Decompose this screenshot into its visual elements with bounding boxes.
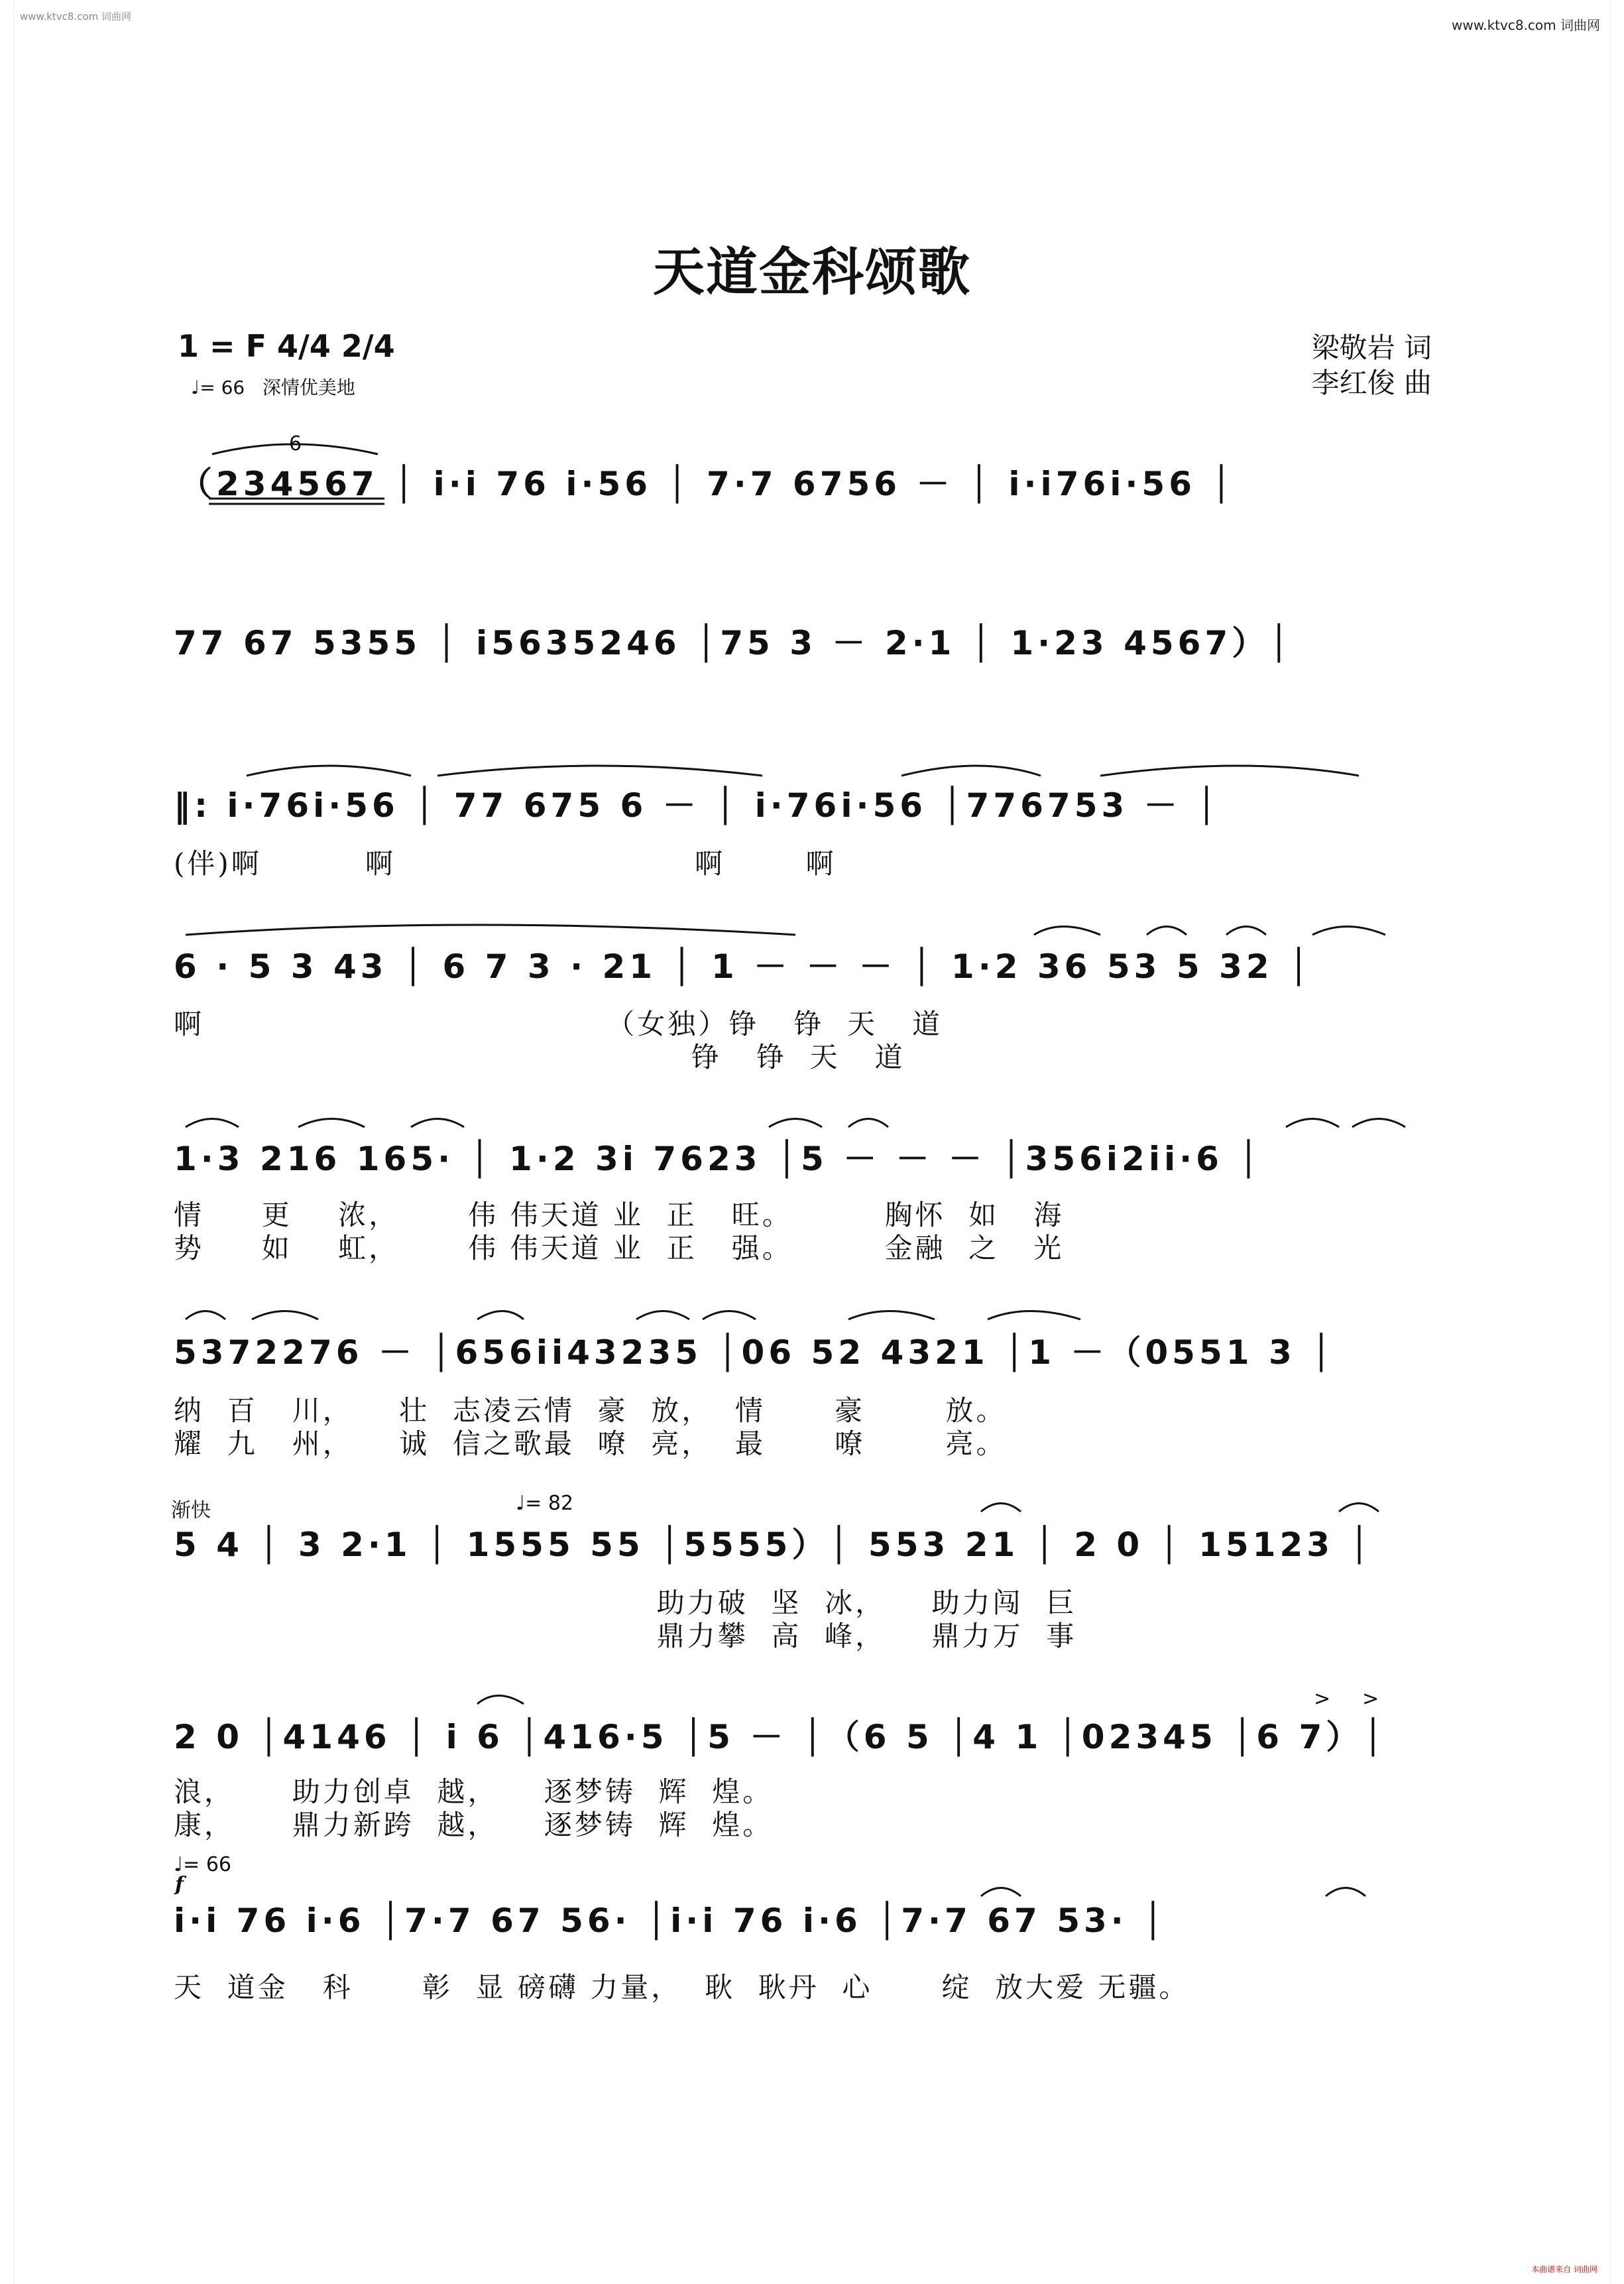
tempo-expression: ♩= 66 深情优美地 [191, 377, 355, 398]
lyric-row-7-line-1: 助力破 坚 冰， 助力闯 巨 [174, 1587, 1077, 1619]
notation-row-9: i·i 76 i·6 │7·7 67 56· │i·i 76 i·6 │7·7 67 53· │ [174, 1901, 1167, 1940]
lyric-row-8-line-2: 康， 鼎力新跨 越， 逐梦铸 辉 煌。 [174, 1809, 774, 1841]
notation-row-6: 5372276 － │656ii43235 │06 52 4321 │1 －（0551 3 │ [174, 1333, 1336, 1372]
lyric-row-7-line-2: 鼎力攀 高 峰， 鼎力万 事 [174, 1620, 1077, 1652]
notation-row-5: 1·3 216 165· │ 1·2 3i 7623 │5 － － － │356i2ii·6 │ [174, 1140, 1263, 1178]
lyric-row-9-line-1: 天 道金 科 彰 显 磅礴 力量， 耿 耿丹 心 绽 放大爱 无疆。 [174, 1971, 1190, 2004]
lyricist-credit: 梁敬岩 词 [1311, 331, 1432, 364]
left-watermark-strip [3, 0, 14, 2284]
site-watermark-left: www.ktvc8.com 词曲网 [20, 11, 132, 23]
forte-dynamic-mark: f [175, 1873, 184, 1896]
lyric-row-4-line-1: 啊 （女独）铮 铮 天 道 [174, 1008, 943, 1040]
lyric-row-6-line-1: 纳 百 川， 壮 志凌云情 豪 放， 情 豪 放。 [174, 1394, 1007, 1427]
notation-row-7: 5 4 │ 3 2·1 │ 1555 55 │5555）│ 553 21 │ 2 0 │ 15123 │ [174, 1526, 1373, 1564]
accelerando-mark: 渐快 [171, 1499, 211, 1522]
lyric-row-6-line-2: 耀 九 州， 诚 信之歌最 嘹 亮， 最 嘹 亮。 [174, 1427, 1007, 1460]
lyric-row-3-line-1: (伴)啊 啊 啊 啊 [174, 847, 837, 880]
tempo-return-mark: ♩= 66 [174, 1853, 231, 1876]
tempo-change-mark: ♩= 82 [516, 1492, 573, 1515]
song-title: 天道金科颂歌 [652, 242, 971, 302]
lyric-row-5-line-2: 势 如 虹， 伟 伟天道 业 正 强。 金融 之 光 [174, 1232, 1065, 1264]
notation-row-1: （234567 │ i·i 76 i·56 │ 7·7 6756 － │ i·i76i·56 │ [179, 465, 1236, 503]
right-watermark-strip [1610, 0, 1621, 2284]
lyric-row-5-line-1: 情 更 浓， 伟 伟天道 业 正 旺。 胸怀 如 海 [174, 1199, 1065, 1231]
bottom-source-stamp: 本曲谱来自 词曲网 [1531, 2265, 1597, 2274]
notation-row-4: 6 · 5 3 43 │ 6 7 3 · 21 │ 1 － － － │ 1·2 36 53 5 32 │ [174, 947, 1313, 986]
notation-row-3: ‖: i·76i·56 │ 77 675 6 － │ i·76i·56 │776753 － │ [174, 786, 1221, 825]
notation-row-8: 2 0 │4146 │ i 6 │416·5 │5 － │（6 5 │4 1 │02345 │6 7）│ [174, 1718, 1387, 1756]
accent-mark: > [1362, 1687, 1379, 1711]
site-watermark-right: www.ktvc8.com 词曲网 [1451, 17, 1600, 33]
lyric-row-4-line-2: 铮 铮 天 道 [174, 1041, 905, 1073]
key-signature: 1 = F 4/4 2/4 [178, 328, 395, 364]
tuplet-mark: 6 [289, 432, 302, 455]
lyric-row-8-line-1: 浪， 助力创卓 越， 逐梦铸 辉 煌。 [174, 1775, 774, 1808]
accent-mark: > [1314, 1687, 1331, 1711]
notation-row-2: 77 67 5355 │ i5635246 │75 3 － 2·1 │ 1·23 4567）│ [174, 624, 1293, 662]
composer-credit: 李红俊 曲 [1311, 367, 1432, 399]
